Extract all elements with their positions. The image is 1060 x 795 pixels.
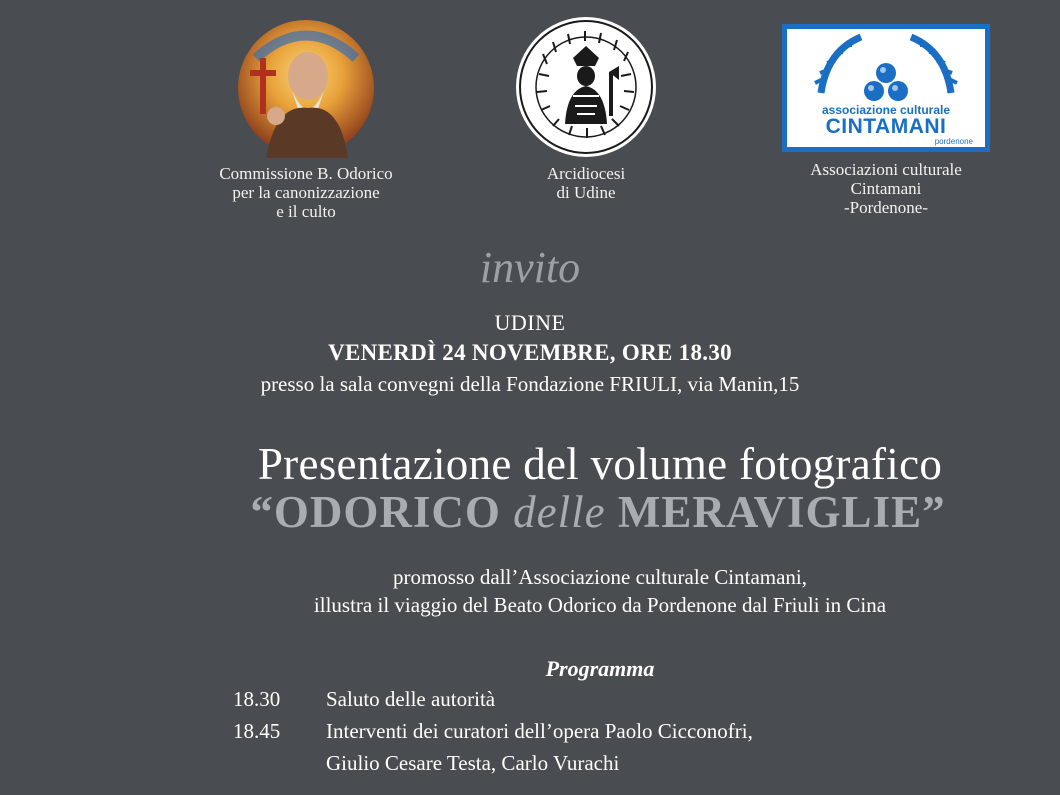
- promo-line2: illustra il viaggio del Beato Odorico da Pordenone dal Friuli in Cina: [313, 593, 887, 617]
- title-line1: Presentazione del volume fotografico: [257, 439, 943, 489]
- event-city: UDINE: [494, 310, 566, 335]
- programma-desc: Interventi dei curatori dell’opera Paolo Cicconofri,: [326, 719, 753, 743]
- cintamani-logo-block: [778, 24, 994, 217]
- programma-time: 18.45: [233, 719, 281, 743]
- programma-row: [233, 687, 993, 712]
- cintamani-logo-line2: CINTAMANI: [825, 115, 947, 138]
- commissione-logo-block: [190, 18, 422, 221]
- promo-text: [230, 563, 970, 619]
- promo-line1: promosso dall’Associazione culturale Cintamani,: [392, 565, 808, 589]
- cintamani-logo-line1: associazione culturale: [821, 103, 951, 117]
- programma-row: [233, 751, 993, 776]
- commissione-caption: Commissione B. Odorico per la canonizzazione e il culto: [219, 164, 393, 221]
- cintamani-caption: Associazioni culturale Cintamani -Pordenone-: [810, 160, 962, 217]
- programma-desc: Giulio Cesare Testa, Carlo Vurachi: [326, 751, 620, 775]
- programma-time: 18.30: [233, 687, 281, 711]
- arcidiocesi-caption: Arcidiocesi di Udine: [546, 164, 626, 202]
- arcidiocesi-logo-block: [500, 14, 672, 202]
- title-line2: [218, 486, 978, 538]
- programma-row: [233, 719, 993, 744]
- event-venue: presso la sala convegni della Fondazione FRIULI, via Manin,15: [260, 372, 800, 396]
- cintamani-logo-line3: pordenone: [934, 137, 973, 146]
- title-line2-b: delle: [513, 487, 606, 537]
- cintamani-logo-icon: [782, 24, 990, 152]
- programma-desc: Saluto delle autorità: [326, 687, 496, 711]
- invito-heading: invito: [479, 243, 581, 292]
- programma-title: Programma: [545, 656, 655, 681]
- archdiocese-seal-icon: [513, 14, 659, 160]
- saint-medallion-icon: [236, 18, 376, 158]
- title-line2-a: “ODORICO: [250, 487, 514, 537]
- title-line2-c: MERAVIGLIE”: [605, 487, 946, 537]
- event-date: VENERDÌ 24 NOVEMBRE, ORE 18.30: [328, 340, 732, 365]
